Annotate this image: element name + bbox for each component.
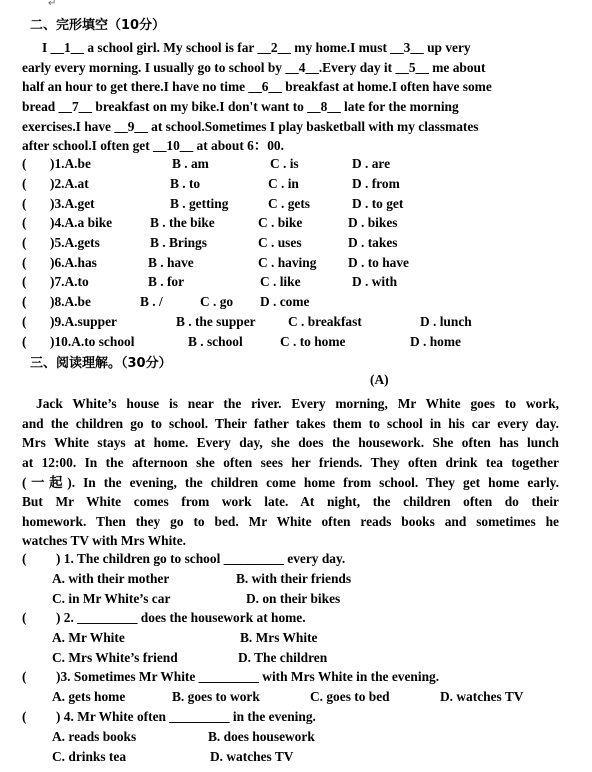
- answer-paren: (: [22, 551, 27, 566]
- option-c: C . having: [258, 255, 317, 270]
- option-a: )2.A.at: [50, 176, 89, 191]
- option-a: )1.A.be: [50, 156, 91, 171]
- answer-paren: (: [22, 334, 27, 349]
- option-b: B . for: [148, 274, 185, 289]
- option-c: C . in: [268, 176, 299, 191]
- option-c: C . breakfast: [288, 314, 362, 329]
- option-d: D. The children: [238, 650, 328, 665]
- option-c: C. drinks tea: [52, 749, 127, 764]
- cloze-passage-line-1: I __1__ a school girl. My school is far __2__ my home.I must __3__ up very: [42, 40, 471, 55]
- option-b: B . /: [140, 294, 163, 309]
- option-a: )4.A.a bike: [50, 215, 113, 230]
- option-c: C . uses: [258, 235, 302, 250]
- option-a: A. with their mother: [52, 571, 170, 586]
- question-stem: ) 2. _________ does the housework at home.: [56, 610, 306, 625]
- answer-paren: (: [22, 176, 27, 191]
- answer-paren: (: [22, 669, 27, 684]
- option-b: B. with their friends: [236, 571, 352, 586]
- option-a: A. Mr White: [52, 630, 125, 645]
- option-a: )5.A.gets: [50, 235, 100, 250]
- option-c: C . go: [200, 294, 234, 309]
- option-c: C . like: [260, 274, 301, 289]
- option-c: C . is: [270, 156, 299, 171]
- option-b: B. does housework: [208, 729, 315, 744]
- option-c: C. Mrs White’s friend: [52, 650, 178, 665]
- reading-passage-line-1: Jack White’s house is near the river. Every morning, Mr White goes to work,: [36, 396, 559, 411]
- cloze-passage-line-2: early every morning. I usually go to school by __4__.Every day it __5__ me about: [22, 60, 486, 75]
- option-c: C. goes to bed: [310, 689, 390, 704]
- option-b: B . school: [188, 334, 243, 349]
- option-b: B . have: [148, 255, 194, 270]
- answer-paren: (: [22, 196, 27, 211]
- option-d: D . lunch: [420, 314, 472, 329]
- cloze-passage-line-3: half an hour to get there.I have no time __6__ breakfast at home.I often have some: [22, 79, 492, 94]
- answer-paren: (: [22, 215, 27, 230]
- option-b: B. goes to work: [172, 689, 260, 704]
- answer-paren: (: [22, 274, 27, 289]
- option-a: )8.A.be: [50, 294, 91, 309]
- section2-title: 二、完形填空（10分）: [30, 18, 166, 33]
- option-d: D. on their bikes: [246, 591, 341, 606]
- option-c: C . to home: [280, 334, 346, 349]
- option-c: C. in Mr White’s car: [52, 591, 171, 606]
- option-a: )7.A.to: [50, 274, 89, 289]
- section3-title: 三、阅读理解。（30分）: [30, 356, 172, 371]
- question-stem: )3. Sometimes Mr White _________ with Mrs White in the evening.: [56, 669, 440, 684]
- answer-paren: (: [22, 709, 27, 724]
- paragraph-mark: ↵: [48, 0, 57, 9]
- option-d: D . to get: [352, 196, 404, 211]
- answer-paren: (: [22, 156, 27, 171]
- question-stem: ) 1. The children go to school _________ every day.: [56, 551, 346, 566]
- option-a: )3.A.get: [50, 196, 95, 211]
- option-d: D . home: [410, 334, 461, 349]
- option-a: )6.A.has: [50, 255, 97, 270]
- option-b: B . getting: [170, 196, 229, 211]
- cloze-passage-line-4: bread __7__ breakfast on my bike.I don't want to __8__ late for the morning: [22, 99, 459, 114]
- option-a: A. gets home: [52, 689, 126, 704]
- reading-passage-line-8: watches TV with Mrs White.: [22, 533, 187, 548]
- option-d: D . come: [260, 294, 310, 309]
- answer-paren: (: [22, 235, 27, 250]
- option-b: B . Brings: [150, 235, 207, 250]
- option-a: )10.A.to school: [50, 334, 135, 349]
- question-stem: ) 4. Mr White often _________ in the evening.: [56, 709, 316, 724]
- option-a: )9.A.supper: [50, 314, 117, 329]
- option-d: D. watches TV: [210, 749, 294, 764]
- option-d: D . bikes: [348, 215, 398, 230]
- option-b: B . the supper: [176, 314, 256, 329]
- option-c: C . gets: [268, 196, 311, 211]
- reading-passage-line-3: Mrs White stays at home. Every day, she does the housework. She often has lunch: [22, 435, 559, 450]
- answer-paren: (: [22, 610, 27, 625]
- option-b: B . am: [172, 156, 209, 171]
- option-b: B. Mrs White: [240, 630, 318, 645]
- option-d: D . takes: [348, 235, 398, 250]
- answer-paren: (: [22, 314, 27, 329]
- answer-paren: (: [22, 255, 27, 270]
- cloze-passage-line-5: exercises.I have __9__ at school.Sometimes I play basketball with my classmates: [22, 119, 479, 134]
- cloze-passage-line-6: after school.I often get __10__ at about 6：00.: [22, 138, 284, 153]
- reading-passage-line-7: homework. Then they go to bed. Mr White often reads books and sometimes he: [22, 514, 559, 529]
- option-d: D . from: [352, 176, 400, 191]
- option-d: D . to have: [348, 255, 409, 270]
- option-b: B . to: [170, 176, 201, 191]
- option-d: D . are: [352, 156, 391, 171]
- passage-label: (A): [370, 372, 389, 387]
- reading-passage-line-6: But Mr White comes from work late. At night, the children often do their: [22, 494, 559, 509]
- option-c: C . bike: [258, 215, 303, 230]
- option-d: D. watches TV: [440, 689, 524, 704]
- reading-passage-line-5: (一起). In the evening, the children come home from school. They get home early.: [22, 475, 559, 490]
- reading-passage-line-4: at 12:00. In the afternoon she often sees her friends. They often drink tea together: [22, 455, 559, 470]
- reading-passage-line-2: and the children go to school. Their father takes them to school in his car every day.: [22, 416, 559, 431]
- option-b: B . the bike: [150, 215, 215, 230]
- option-d: D . with: [352, 274, 398, 289]
- answer-paren: (: [22, 294, 27, 309]
- option-a: A. reads books: [52, 729, 137, 744]
